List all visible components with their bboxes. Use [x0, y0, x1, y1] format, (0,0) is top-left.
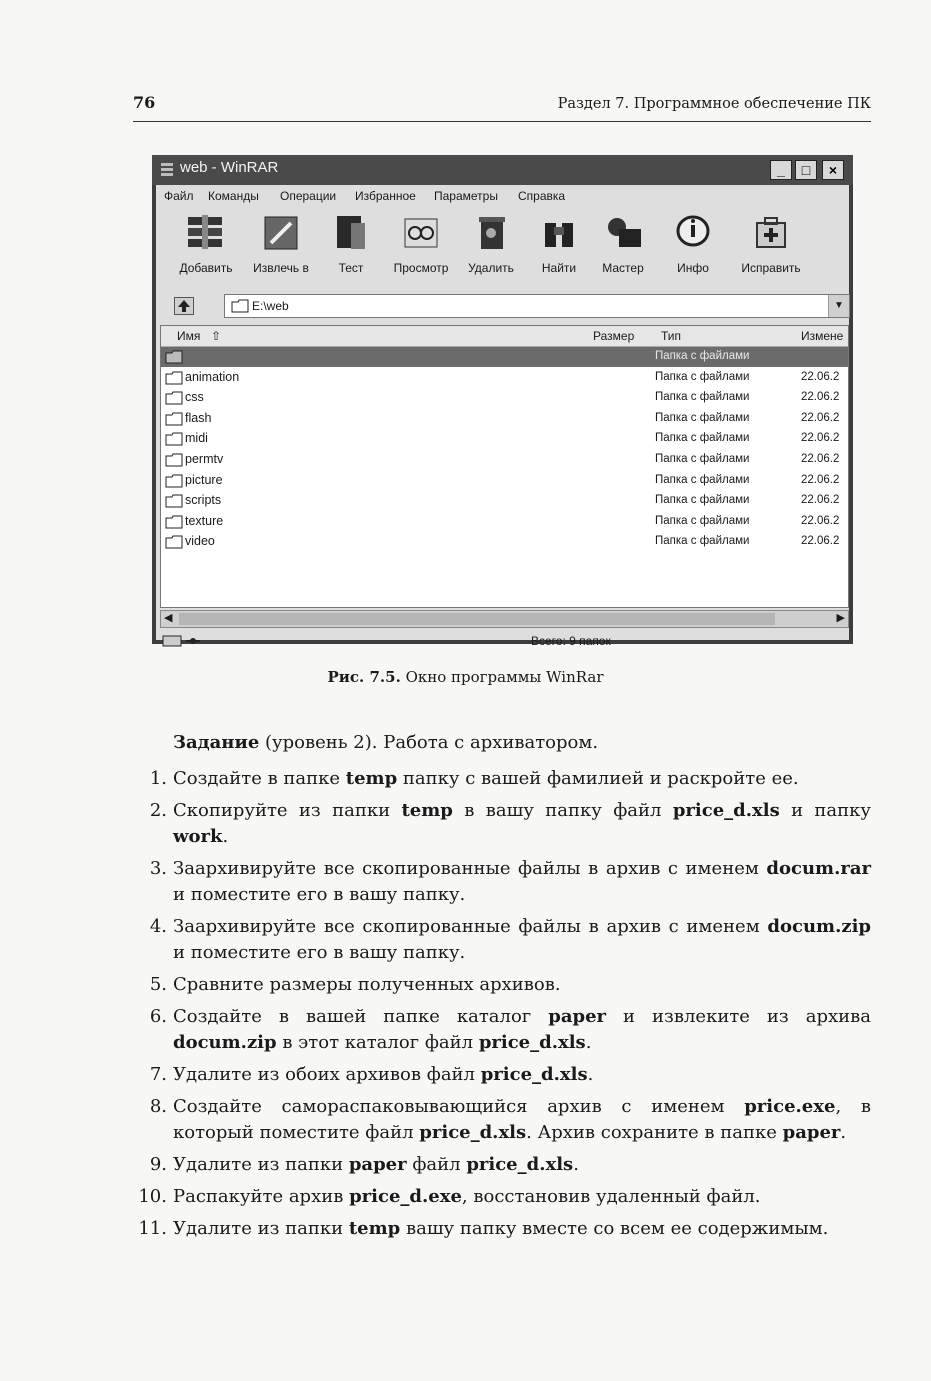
file-name: picture: [185, 472, 223, 487]
folder-icon: [165, 412, 183, 426]
info-button[interactable]: [658, 213, 728, 285]
step-term: temp: [401, 800, 453, 821]
find-icon: [537, 213, 581, 253]
repair-button[interactable]: [736, 213, 806, 285]
step-text: и поместите его в вашу папку.: [173, 942, 466, 963]
menu-file[interactable]: Файл: [164, 189, 194, 203]
step-term: temp: [345, 768, 398, 789]
delete-icon: [469, 213, 513, 253]
step-text: Удалите из обоих архивов файл: [173, 1064, 481, 1085]
menu-favorites[interactable]: Избранное: [355, 189, 416, 203]
page-number: 76: [133, 93, 156, 112]
file-name: flash: [185, 410, 212, 425]
delete-button[interactable]: [456, 213, 526, 285]
folder-icon: [165, 350, 183, 364]
step-text: Создайте в папке: [173, 768, 346, 789]
step-text: Создайте самораспаковывающийся архив с именем: [173, 1096, 745, 1117]
step-number: 11.: [138, 1218, 167, 1239]
task-step: [135, 1152, 871, 1178]
step-number: 10.: [138, 1186, 167, 1207]
running-header: Раздел 7. Программное обеспечение ПК: [557, 96, 871, 112]
delete-label: Удалить: [468, 261, 514, 275]
task-text: (уровень 2). Работа с архиватором.: [265, 732, 599, 753]
view-label: Просмотр: [393, 261, 449, 275]
step-term: price_d.exe: [349, 1186, 462, 1207]
step-text: и поместите его в вашу папку.: [173, 884, 466, 905]
folder-icon: [165, 391, 183, 405]
address-bar: [156, 289, 849, 323]
add-archive-icon: [184, 213, 228, 253]
address-field[interactable]: [224, 294, 850, 318]
repair-label: Исправить: [741, 261, 801, 275]
step-number: 6.: [149, 1006, 167, 1027]
file-date: 22.06.2: [801, 473, 840, 486]
title-bar: [152, 155, 853, 185]
file-name: scripts: [185, 493, 222, 508]
step-text: .: [840, 1122, 847, 1143]
step-term: price_d.xls: [478, 1032, 586, 1053]
file-name: permtv: [185, 452, 224, 466]
menu-options[interactable]: Параметры: [434, 189, 498, 203]
sort-arrow-icon: ⇧: [211, 329, 222, 343]
step-text: .: [222, 826, 229, 847]
step-term: docum.zip: [767, 916, 871, 937]
wizard-button[interactable]: [588, 213, 658, 285]
file-row[interactable]: [161, 368, 849, 388]
step-text: файл: [406, 1154, 467, 1175]
step-text: , восстановив удаленный файл.: [461, 1186, 761, 1207]
step-number: 2.: [149, 800, 167, 821]
file-date: 22.06.2: [801, 453, 840, 465]
step-text: вашу папку вместе со всем ее содержимым.: [400, 1218, 829, 1239]
wizard-label: Мастер: [602, 261, 644, 275]
step-term: paper: [348, 1154, 407, 1175]
step-text: Распакуйте архив: [173, 1186, 350, 1207]
step-term: work: [173, 826, 223, 847]
step-text: и извлеките из архива: [606, 1006, 872, 1027]
step-term: docum.rar: [766, 858, 871, 879]
file-type: Папка с файлами: [655, 473, 750, 486]
file-row[interactable]: [161, 532, 849, 552]
col-size[interactable]: Размер: [593, 329, 635, 343]
step-text: и папку: [779, 800, 871, 821]
col-type[interactable]: Тип: [661, 329, 682, 343]
task-step: [135, 1004, 871, 1056]
file-name: midi: [185, 431, 208, 446]
window-title: web - WinRAR: [180, 159, 279, 176]
scroll-thumb[interactable]: [179, 613, 775, 625]
file-type: Папка с файлами: [655, 494, 750, 507]
file-row[interactable]: [161, 347, 849, 367]
horizontal-scrollbar[interactable]: [160, 610, 849, 628]
file-date: 22.06.2: [801, 432, 840, 445]
step-number: 5.: [149, 974, 167, 995]
task-step: [135, 914, 871, 966]
step-text: Удалите из папки: [173, 1218, 349, 1239]
file-name: video: [185, 534, 215, 549]
file-date: 22.06.2: [801, 494, 840, 507]
step-text: в этот каталог файл: [276, 1032, 479, 1053]
status-text: Всего: 9 папок: [531, 634, 611, 648]
task-step: [135, 766, 871, 792]
folder-icon: [165, 474, 183, 488]
menu-commands[interactable]: Команды: [208, 189, 259, 203]
file-type: Папка с файлами: [655, 391, 750, 404]
file-type: Папка с файлами: [655, 411, 750, 424]
extract-icon: [259, 213, 303, 253]
file-name: css: [185, 390, 204, 405]
task-step: [135, 1094, 871, 1146]
folder-icon: [165, 515, 183, 529]
file-type: Папка с файлами: [655, 535, 750, 548]
file-type: Папка с файлами: [655, 453, 750, 465]
task-step: [135, 1062, 871, 1088]
file-date: 22.06.2: [801, 514, 840, 527]
step-text: в вашу папку файл: [452, 800, 673, 821]
step-text: Заархивируйте все скопированные файлы в архив с именем: [173, 858, 767, 879]
task-step: [135, 798, 871, 850]
step-term: temp: [348, 1218, 401, 1239]
task-heading: [173, 732, 598, 753]
file-row[interactable]: [161, 471, 849, 491]
extract-label: Извлечь в: [253, 261, 309, 275]
col-name[interactable]: Имя: [177, 329, 201, 343]
menu-operations[interactable]: Операции: [280, 189, 337, 203]
menu-help[interactable]: Справка: [518, 189, 566, 203]
drive-icon: [162, 634, 202, 648]
test-button[interactable]: [316, 213, 386, 285]
address-path: E:\web: [252, 299, 289, 313]
step-text: Удалите из папки: [173, 1154, 349, 1175]
winrar-app-icon: [160, 162, 174, 178]
folder-icon: [165, 535, 183, 549]
folder-icon: [165, 432, 183, 446]
file-row[interactable]: [161, 450, 849, 470]
file-date: 22.06.2: [801, 535, 840, 548]
task-label: Задание: [173, 732, 260, 753]
figure-caption: [0, 668, 931, 686]
caption-label: Рис. 7.5.: [327, 668, 401, 686]
step-number: 3.: [149, 858, 167, 879]
find-button[interactable]: [524, 213, 594, 285]
file-date: 22.06.2: [801, 370, 840, 383]
test-icon: [329, 213, 373, 253]
maximize-button[interactable]: □: [795, 160, 817, 180]
file-row[interactable]: [161, 429, 849, 449]
step-term: price_d.xls: [480, 1064, 588, 1085]
col-modified[interactable]: Измене: [801, 329, 844, 343]
step-term: price_d.xls: [466, 1154, 574, 1175]
folder-icon: [165, 453, 183, 467]
folder-icon: [165, 371, 183, 385]
status-bar: [156, 630, 849, 652]
task-step: [135, 972, 871, 998]
step-number: 4.: [149, 916, 167, 937]
window-client: [156, 185, 849, 648]
menu-bar: [156, 185, 849, 207]
step-text: .: [587, 1064, 594, 1085]
info-label: Инфо: [677, 261, 709, 275]
step-number: 7.: [149, 1064, 167, 1085]
add-label: Добавить: [179, 261, 233, 275]
step-number: 1.: [149, 768, 167, 789]
folder-icon: [231, 299, 249, 313]
file-type: Папка с файлами: [655, 514, 750, 527]
view-button[interactable]: [386, 213, 456, 285]
step-term: paper: [548, 1006, 607, 1027]
file-name: texture: [185, 513, 224, 528]
step-term: docum.zip: [173, 1032, 277, 1053]
info-icon: [671, 213, 715, 253]
step-number: 9.: [149, 1154, 167, 1175]
winrar-window: [152, 155, 853, 648]
task-step: [135, 1184, 871, 1210]
extract-button[interactable]: [246, 213, 316, 285]
step-term: price_d.xls: [672, 800, 780, 821]
add-button[interactable]: [171, 213, 241, 285]
file-date: 22.06.2: [801, 391, 840, 404]
header-rule: [133, 121, 871, 122]
file-row[interactable]: [161, 388, 849, 408]
step-text: .: [585, 1032, 592, 1053]
file-list[interactable]: [160, 325, 849, 608]
step-text: .: [573, 1154, 579, 1175]
step-text: Сравните размеры полученных архивов.: [173, 974, 561, 995]
file-type: Папка с файлами: [655, 370, 750, 383]
wizard-icon: [601, 213, 645, 253]
file-type: Папка с файлами: [655, 350, 750, 362]
task-step: [135, 856, 871, 908]
step-text: Скопируйте из папки: [173, 800, 402, 821]
step-term: price.exe: [744, 1096, 836, 1117]
step-text: , в который поместите файл: [173, 1096, 872, 1143]
test-label: Тест: [338, 261, 364, 275]
step-term: paper: [782, 1122, 841, 1143]
view-icon: [399, 213, 443, 253]
step-term: price_d.xls: [419, 1122, 527, 1143]
find-label: Найти: [541, 261, 577, 275]
caption-text: Окно программы WinRar: [405, 668, 604, 686]
file-date: 22.06.2: [801, 411, 840, 424]
step-text: папку с вашей фамилией и раскройте ее.: [397, 768, 799, 789]
scroll-right-icon[interactable]: ▶: [836, 611, 845, 624]
task-steps: [135, 766, 871, 1248]
close-button[interactable]: ×: [822, 160, 844, 180]
step-text: . Архив сохраните в папке: [526, 1122, 783, 1143]
step-text: Заархивируйте все скопированные файлы в архив с именем: [173, 916, 768, 937]
repair-icon: [749, 213, 793, 253]
up-folder-button[interactable]: [174, 297, 194, 315]
file-name: animation: [185, 369, 240, 384]
up-arrow-icon: [175, 298, 193, 314]
scroll-left-icon[interactable]: ◀: [164, 611, 173, 624]
file-row[interactable]: [161, 491, 849, 511]
column-header: [161, 326, 849, 347]
task-step: [135, 1216, 871, 1242]
step-text: Создайте в вашей папке каталог: [173, 1006, 549, 1027]
file-row[interactable]: [161, 409, 849, 429]
folder-icon: [165, 494, 183, 508]
minimize-button[interactable]: _: [770, 160, 792, 180]
step-number: 8.: [149, 1096, 167, 1117]
toolbar: [156, 207, 849, 289]
file-type: Папка с файлами: [655, 432, 750, 445]
address-dropdown-button[interactable]: ▼: [828, 295, 849, 317]
file-row[interactable]: [161, 512, 849, 532]
